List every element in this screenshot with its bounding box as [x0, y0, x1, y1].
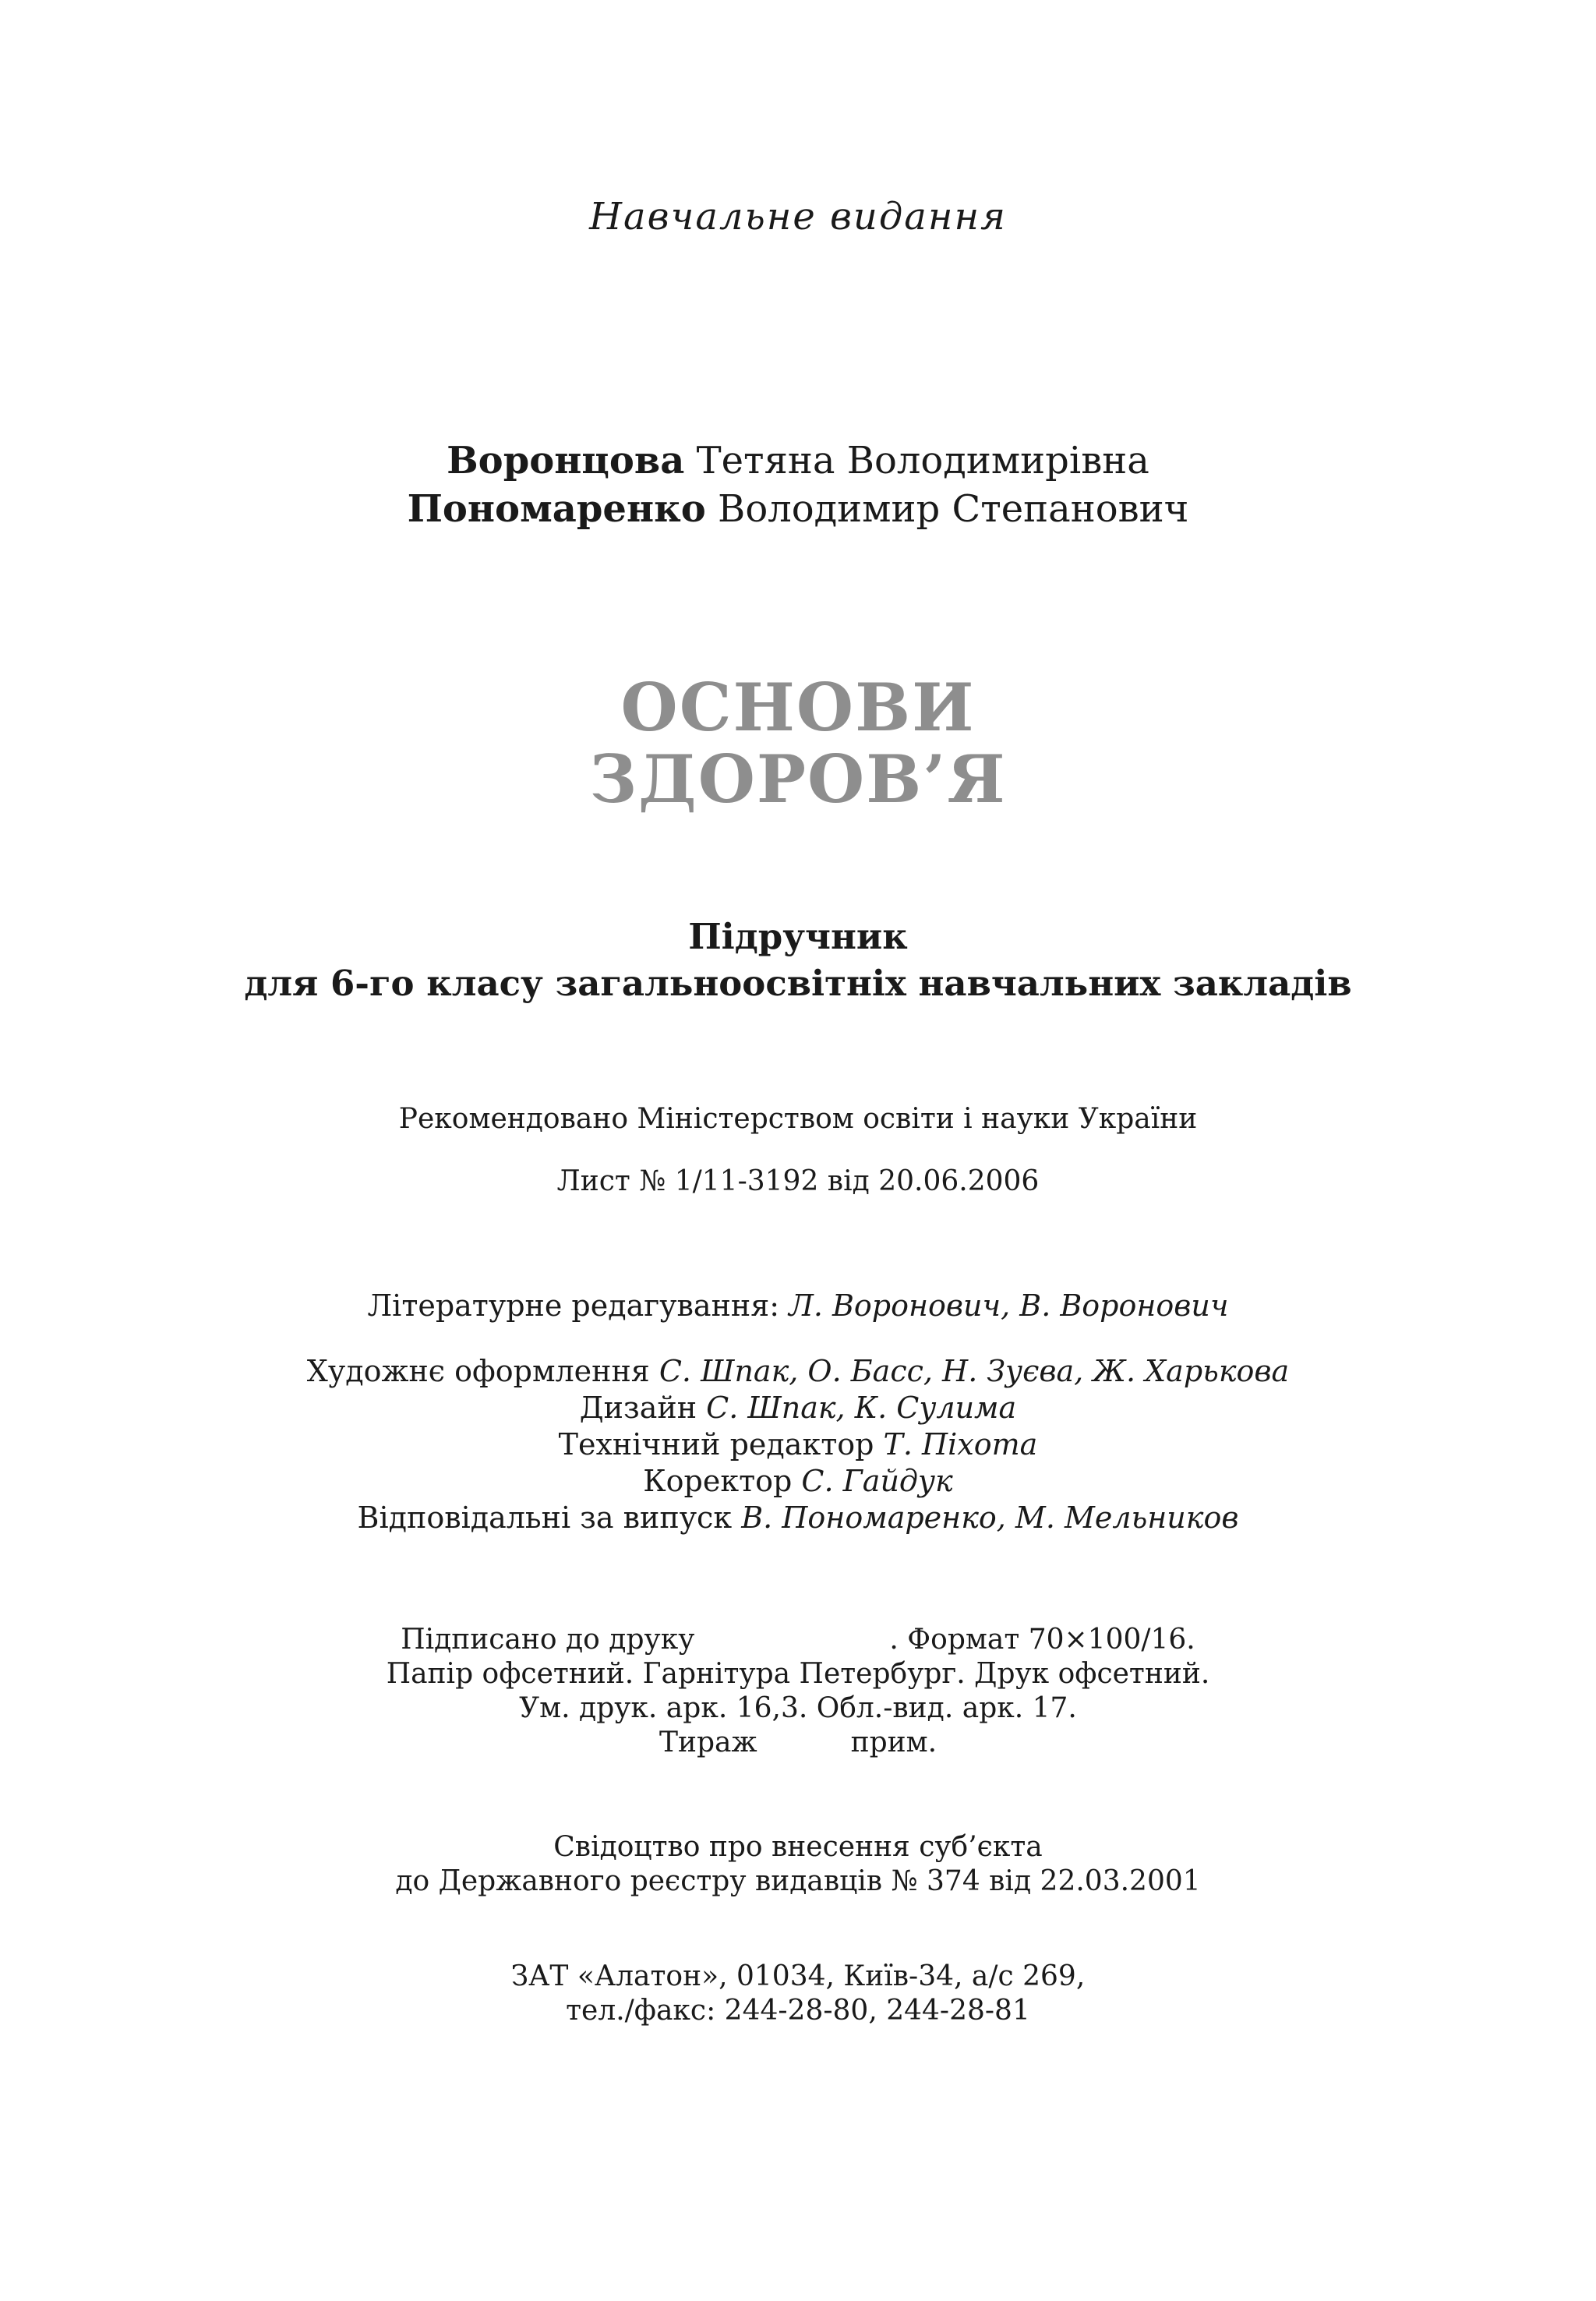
author-2-given: Володимир Степанович: [718, 487, 1189, 531]
imprint-circulation-line: [0, 1726, 1596, 1760]
credit-label: Відповідальні за випуск: [357, 1500, 733, 1535]
publisher-certificate: [0, 1830, 1596, 1899]
publisher-line-2: тел./факс: 244-28-80, 244-28-81: [566, 1995, 1030, 2027]
edition-type: [0, 193, 1596, 240]
credit-design: [0, 1390, 1596, 1426]
literary-editing: [0, 1286, 1596, 1325]
book-title-line-1: ОСНОВИ: [620, 669, 976, 746]
publisher-address: [0, 1960, 1596, 2028]
credit-label: Технічний редактор: [558, 1427, 874, 1462]
recommendation: [0, 1101, 1596, 1138]
imprint-signed-label: Підписано до друку: [401, 1624, 695, 1656]
book-subtitle: [0, 914, 1596, 1007]
author-1-surname: Воронцова: [447, 439, 685, 482]
edition-type-text: Навчальне видання: [589, 195, 1007, 239]
certificate-line-1: Свідоцтво про внесення суб’єкта: [553, 1831, 1043, 1863]
ministry-letter-text: Лист № 1/11-3192 від 20.06.2006: [556, 1165, 1040, 1197]
author-2-surname: Пономаренко: [407, 487, 706, 531]
authors: [0, 437, 1596, 533]
book-title: [0, 669, 1596, 818]
credit-label: Коректор: [643, 1464, 793, 1498]
credit-names: Т. Піхота: [883, 1427, 1038, 1462]
book-title-line-2: ЗДОРОВ’Я: [589, 740, 1007, 818]
subtitle-line-1: Підручник: [688, 916, 908, 957]
literary-editing-label: Літературне редагування:: [367, 1288, 780, 1323]
credit-proofreader: [0, 1463, 1596, 1500]
recommendation-text: Рекомендовано Міністерством освіти і науки України: [398, 1103, 1198, 1135]
certificate-line-2: до Державного реєстру видавців № 374 від 22.03.2001: [395, 1865, 1201, 1897]
credits: [0, 1353, 1596, 1536]
author-1-given: Тетяна Володимирівна: [696, 439, 1149, 482]
imprint-paper: Папір офсетний. Гарнітура Петербург. Друк офсетний.: [386, 1658, 1210, 1690]
ministry-letter: [0, 1163, 1596, 1200]
imprint-circulation-label: Тираж: [659, 1727, 757, 1758]
author-2: [0, 485, 1596, 533]
subtitle-line-2: для 6-го класу загальноосвітніх навчальних закладів: [244, 963, 1352, 1004]
credit-art-design: [0, 1353, 1596, 1390]
literary-editing-names: Л. Воронович, В. Воронович: [789, 1288, 1229, 1323]
credit-names: С. Шпак, К. Сулима: [706, 1391, 1017, 1425]
author-1: [0, 437, 1596, 485]
imprint: [0, 1623, 1596, 1760]
imprint-copies-label: прим.: [850, 1727, 937, 1758]
credit-names: В. Пономаренко, М. Мельников: [741, 1500, 1239, 1535]
credit-label: Художнє оформлення: [306, 1354, 650, 1388]
credit-names: С. Гайдук: [801, 1464, 953, 1498]
credit-technical-editor: [0, 1426, 1596, 1463]
credit-responsible: [0, 1500, 1596, 1536]
imprint-format: . Формат 70×100/16.: [889, 1624, 1195, 1656]
imprint-sheets: Ум. друк. арк. 16,3. Обл.-вид. арк. 17.: [519, 1692, 1077, 1724]
credit-names: С. Шпак, О. Басс, Н. Зуєва, Ж. Харькова: [659, 1354, 1290, 1388]
imprint-signed-line: [0, 1623, 1596, 1657]
publisher-line-1: ЗАТ «Алатон», 01034, Київ-34, а/с 269,: [510, 1960, 1086, 1992]
literary-editing-line: [0, 1286, 1596, 1325]
credit-label: Дизайн: [579, 1391, 697, 1425]
